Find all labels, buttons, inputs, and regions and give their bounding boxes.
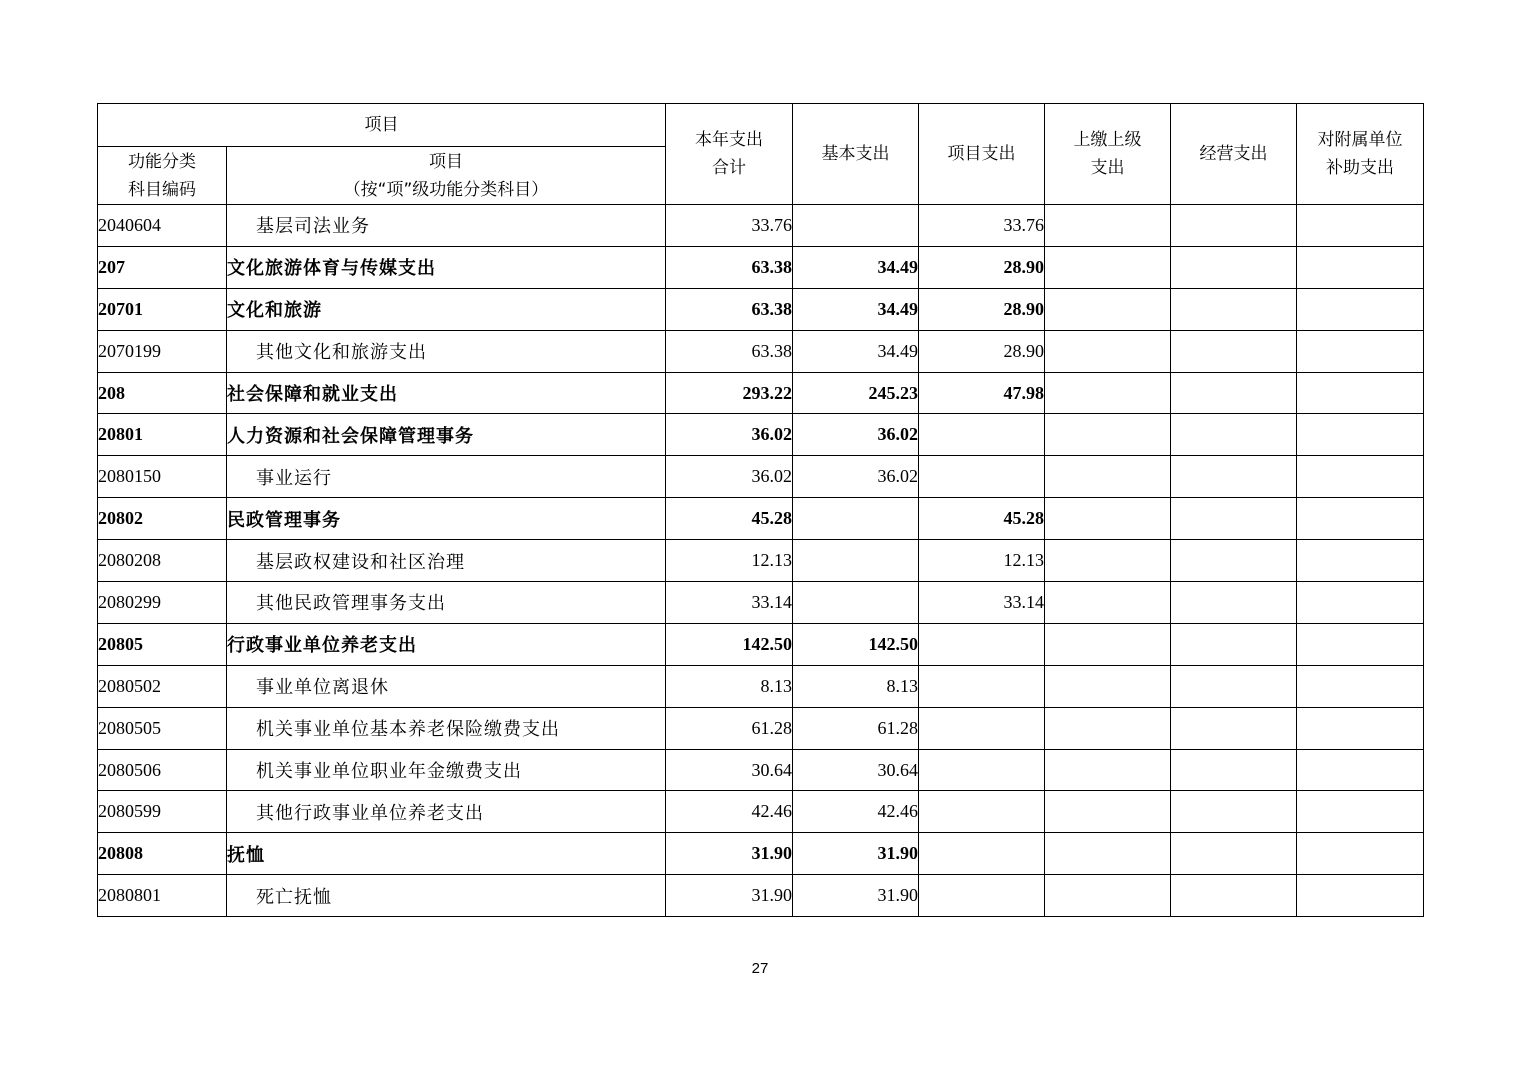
subsidy-cell (1297, 707, 1424, 749)
remit-cell (1045, 707, 1171, 749)
item-cell (919, 791, 1045, 833)
total-cell: 12.13 (666, 540, 793, 582)
operating-cell (1171, 623, 1297, 665)
code-cell: 2080801 (98, 875, 227, 917)
basic-cell: 30.64 (793, 749, 919, 791)
basic-cell: 245.23 (793, 372, 919, 414)
subsidy-cell (1297, 833, 1424, 875)
remit-cell (1045, 246, 1171, 288)
name-cell: 人力资源和社会保障管理事务 (227, 414, 666, 456)
operating-cell (1171, 246, 1297, 288)
total-cell: 45.28 (666, 498, 793, 540)
code-cell: 208 (98, 372, 227, 414)
code-cell: 207 (98, 246, 227, 288)
subsidy-cell (1297, 623, 1424, 665)
code-cell: 20701 (98, 288, 227, 330)
table-row (98, 456, 1424, 498)
code-cell: 2080299 (98, 582, 227, 624)
header-item: 项目支出 (919, 104, 1045, 205)
basic-cell: 34.49 (793, 246, 919, 288)
table-row (98, 498, 1424, 540)
basic-cell: 8.13 (793, 665, 919, 707)
total-cell: 63.38 (666, 246, 793, 288)
remit-cell (1045, 540, 1171, 582)
header-total (666, 104, 793, 205)
total-cell: 31.90 (666, 833, 793, 875)
item-cell (919, 707, 1045, 749)
item-cell (919, 414, 1045, 456)
total-cell: 30.64 (666, 749, 793, 791)
name-cell: 机关事业单位职业年金缴费支出 (227, 749, 666, 791)
subsidy-cell (1297, 246, 1424, 288)
header-remit-line2: 支出 (1090, 158, 1125, 178)
basic-cell (793, 582, 919, 624)
operating-cell (1171, 372, 1297, 414)
item-cell: 28.90 (919, 288, 1045, 330)
header-subsidy-line2: 补助支出 (1326, 158, 1394, 178)
expenditure-table (97, 103, 1424, 917)
total-cell: 293.22 (666, 372, 793, 414)
item-cell: 45.28 (919, 498, 1045, 540)
subsidy-cell (1297, 330, 1424, 372)
item-cell (919, 749, 1045, 791)
item-cell: 28.90 (919, 246, 1045, 288)
subsidy-cell (1297, 498, 1424, 540)
code-cell: 20808 (98, 833, 227, 875)
item-cell: 33.14 (919, 582, 1045, 624)
item-cell (919, 623, 1045, 665)
name-cell: 死亡抚恤 (227, 875, 666, 917)
name-cell: 民政管理事务 (227, 498, 666, 540)
total-cell: 33.76 (666, 205, 793, 247)
code-cell: 2070199 (98, 330, 227, 372)
operating-cell (1171, 791, 1297, 833)
name-cell: 基层司法业务 (227, 205, 666, 247)
subsidy-cell (1297, 582, 1424, 624)
subsidy-cell (1297, 414, 1424, 456)
total-cell: 36.02 (666, 414, 793, 456)
name-cell: 机关事业单位基本养老保险缴费支出 (227, 707, 666, 749)
operating-cell (1171, 707, 1297, 749)
table-row (98, 749, 1424, 791)
header-name (227, 147, 666, 205)
remit-cell (1045, 498, 1171, 540)
remit-cell (1045, 791, 1171, 833)
operating-cell (1171, 205, 1297, 247)
table-row (98, 205, 1424, 247)
item-cell: 33.76 (919, 205, 1045, 247)
table-row (98, 623, 1424, 665)
table-row (98, 288, 1424, 330)
operating-cell (1171, 540, 1297, 582)
remit-cell (1045, 665, 1171, 707)
total-cell: 63.38 (666, 288, 793, 330)
operating-cell (1171, 582, 1297, 624)
name-cell: 事业单位离退休 (227, 665, 666, 707)
operating-cell (1171, 498, 1297, 540)
header-name-line2: （按“项”级功能分类科目） (343, 179, 549, 200)
item-cell (919, 456, 1045, 498)
operating-cell (1171, 330, 1297, 372)
header-remit (1045, 104, 1171, 205)
basic-cell: 31.90 (793, 875, 919, 917)
remit-cell (1045, 623, 1171, 665)
header-code-line2: 科目编码 (128, 179, 196, 200)
basic-cell (793, 205, 919, 247)
header-code-line1: 功能分类 (128, 151, 196, 172)
page-number: 27 (751, 960, 769, 977)
name-cell: 基层政权建设和社区治理 (227, 540, 666, 582)
basic-cell: 34.49 (793, 330, 919, 372)
header-subsidy (1297, 104, 1424, 205)
table-row (98, 540, 1424, 582)
name-cell: 其他文化和旅游支出 (227, 330, 666, 372)
subsidy-cell (1297, 665, 1424, 707)
table-row (98, 414, 1424, 456)
code-cell: 2080505 (98, 707, 227, 749)
item-cell: 47.98 (919, 372, 1045, 414)
total-cell: 61.28 (666, 707, 793, 749)
code-cell: 2080506 (98, 749, 227, 791)
operating-cell (1171, 833, 1297, 875)
basic-cell: 42.46 (793, 791, 919, 833)
code-cell: 2080599 (98, 791, 227, 833)
table-row (98, 707, 1424, 749)
operating-cell (1171, 875, 1297, 917)
item-cell (919, 665, 1045, 707)
operating-cell (1171, 665, 1297, 707)
basic-cell: 36.02 (793, 456, 919, 498)
basic-cell (793, 540, 919, 582)
basic-cell (793, 498, 919, 540)
code-cell: 20805 (98, 623, 227, 665)
remit-cell (1045, 330, 1171, 372)
operating-cell (1171, 749, 1297, 791)
basic-cell: 142.50 (793, 623, 919, 665)
header-project: 项目 (98, 104, 666, 147)
subsidy-cell (1297, 288, 1424, 330)
subsidy-cell (1297, 791, 1424, 833)
table-row (98, 582, 1424, 624)
total-cell: 8.13 (666, 665, 793, 707)
header-code (98, 147, 227, 205)
subsidy-cell (1297, 540, 1424, 582)
code-cell: 2080150 (98, 456, 227, 498)
item-cell (919, 875, 1045, 917)
name-cell: 事业运行 (227, 456, 666, 498)
total-cell: 36.02 (666, 456, 793, 498)
subsidy-cell (1297, 372, 1424, 414)
remit-cell (1045, 372, 1171, 414)
table-row (98, 330, 1424, 372)
header-operating: 经营支出 (1171, 104, 1297, 205)
header-total-line2: 合计 (712, 158, 746, 178)
header-basic: 基本支出 (793, 104, 919, 205)
item-cell: 28.90 (919, 330, 1045, 372)
remit-cell (1045, 833, 1171, 875)
total-cell: 142.50 (666, 623, 793, 665)
header-remit-line1: 上缴上级 (1073, 130, 1142, 150)
table-row (98, 875, 1424, 917)
name-cell: 行政事业单位养老支出 (227, 623, 666, 665)
table-row (98, 246, 1424, 288)
operating-cell (1171, 288, 1297, 330)
remit-cell (1045, 205, 1171, 247)
header-subsidy-line1: 对附属单位 (1317, 130, 1403, 150)
total-cell: 33.14 (666, 582, 793, 624)
code-cell: 20801 (98, 414, 227, 456)
name-cell: 抚恤 (227, 833, 666, 875)
remit-cell (1045, 749, 1171, 791)
basic-cell: 31.90 (793, 833, 919, 875)
table-body (98, 205, 1424, 917)
code-cell: 2040604 (98, 205, 227, 247)
operating-cell (1171, 414, 1297, 456)
basic-cell: 34.49 (793, 288, 919, 330)
code-cell: 20802 (98, 498, 227, 540)
item-cell: 12.13 (919, 540, 1045, 582)
name-cell: 文化旅游体育与传媒支出 (227, 246, 666, 288)
subsidy-cell (1297, 875, 1424, 917)
remit-cell (1045, 875, 1171, 917)
operating-cell (1171, 456, 1297, 498)
name-cell: 文化和旅游 (227, 288, 666, 330)
subsidy-cell (1297, 749, 1424, 791)
total-cell: 63.38 (666, 330, 793, 372)
table-row (98, 665, 1424, 707)
subsidy-cell (1297, 456, 1424, 498)
name-cell: 社会保障和就业支出 (227, 372, 666, 414)
header-name-line1: 项目 (429, 151, 463, 172)
subsidy-cell (1297, 205, 1424, 247)
code-cell: 2080502 (98, 665, 227, 707)
table-row (98, 833, 1424, 875)
header-total-line1: 本年支出 (695, 130, 763, 150)
name-cell: 其他民政管理事务支出 (227, 582, 666, 624)
total-cell: 42.46 (666, 791, 793, 833)
name-cell: 其他行政事业单位养老支出 (227, 791, 666, 833)
basic-cell: 36.02 (793, 414, 919, 456)
table-row (98, 791, 1424, 833)
table-row (98, 372, 1424, 414)
remit-cell (1045, 456, 1171, 498)
remit-cell (1045, 582, 1171, 624)
remit-cell (1045, 288, 1171, 330)
remit-cell (1045, 414, 1171, 456)
total-cell: 31.90 (666, 875, 793, 917)
code-cell: 2080208 (98, 540, 227, 582)
basic-cell: 61.28 (793, 707, 919, 749)
item-cell (919, 833, 1045, 875)
